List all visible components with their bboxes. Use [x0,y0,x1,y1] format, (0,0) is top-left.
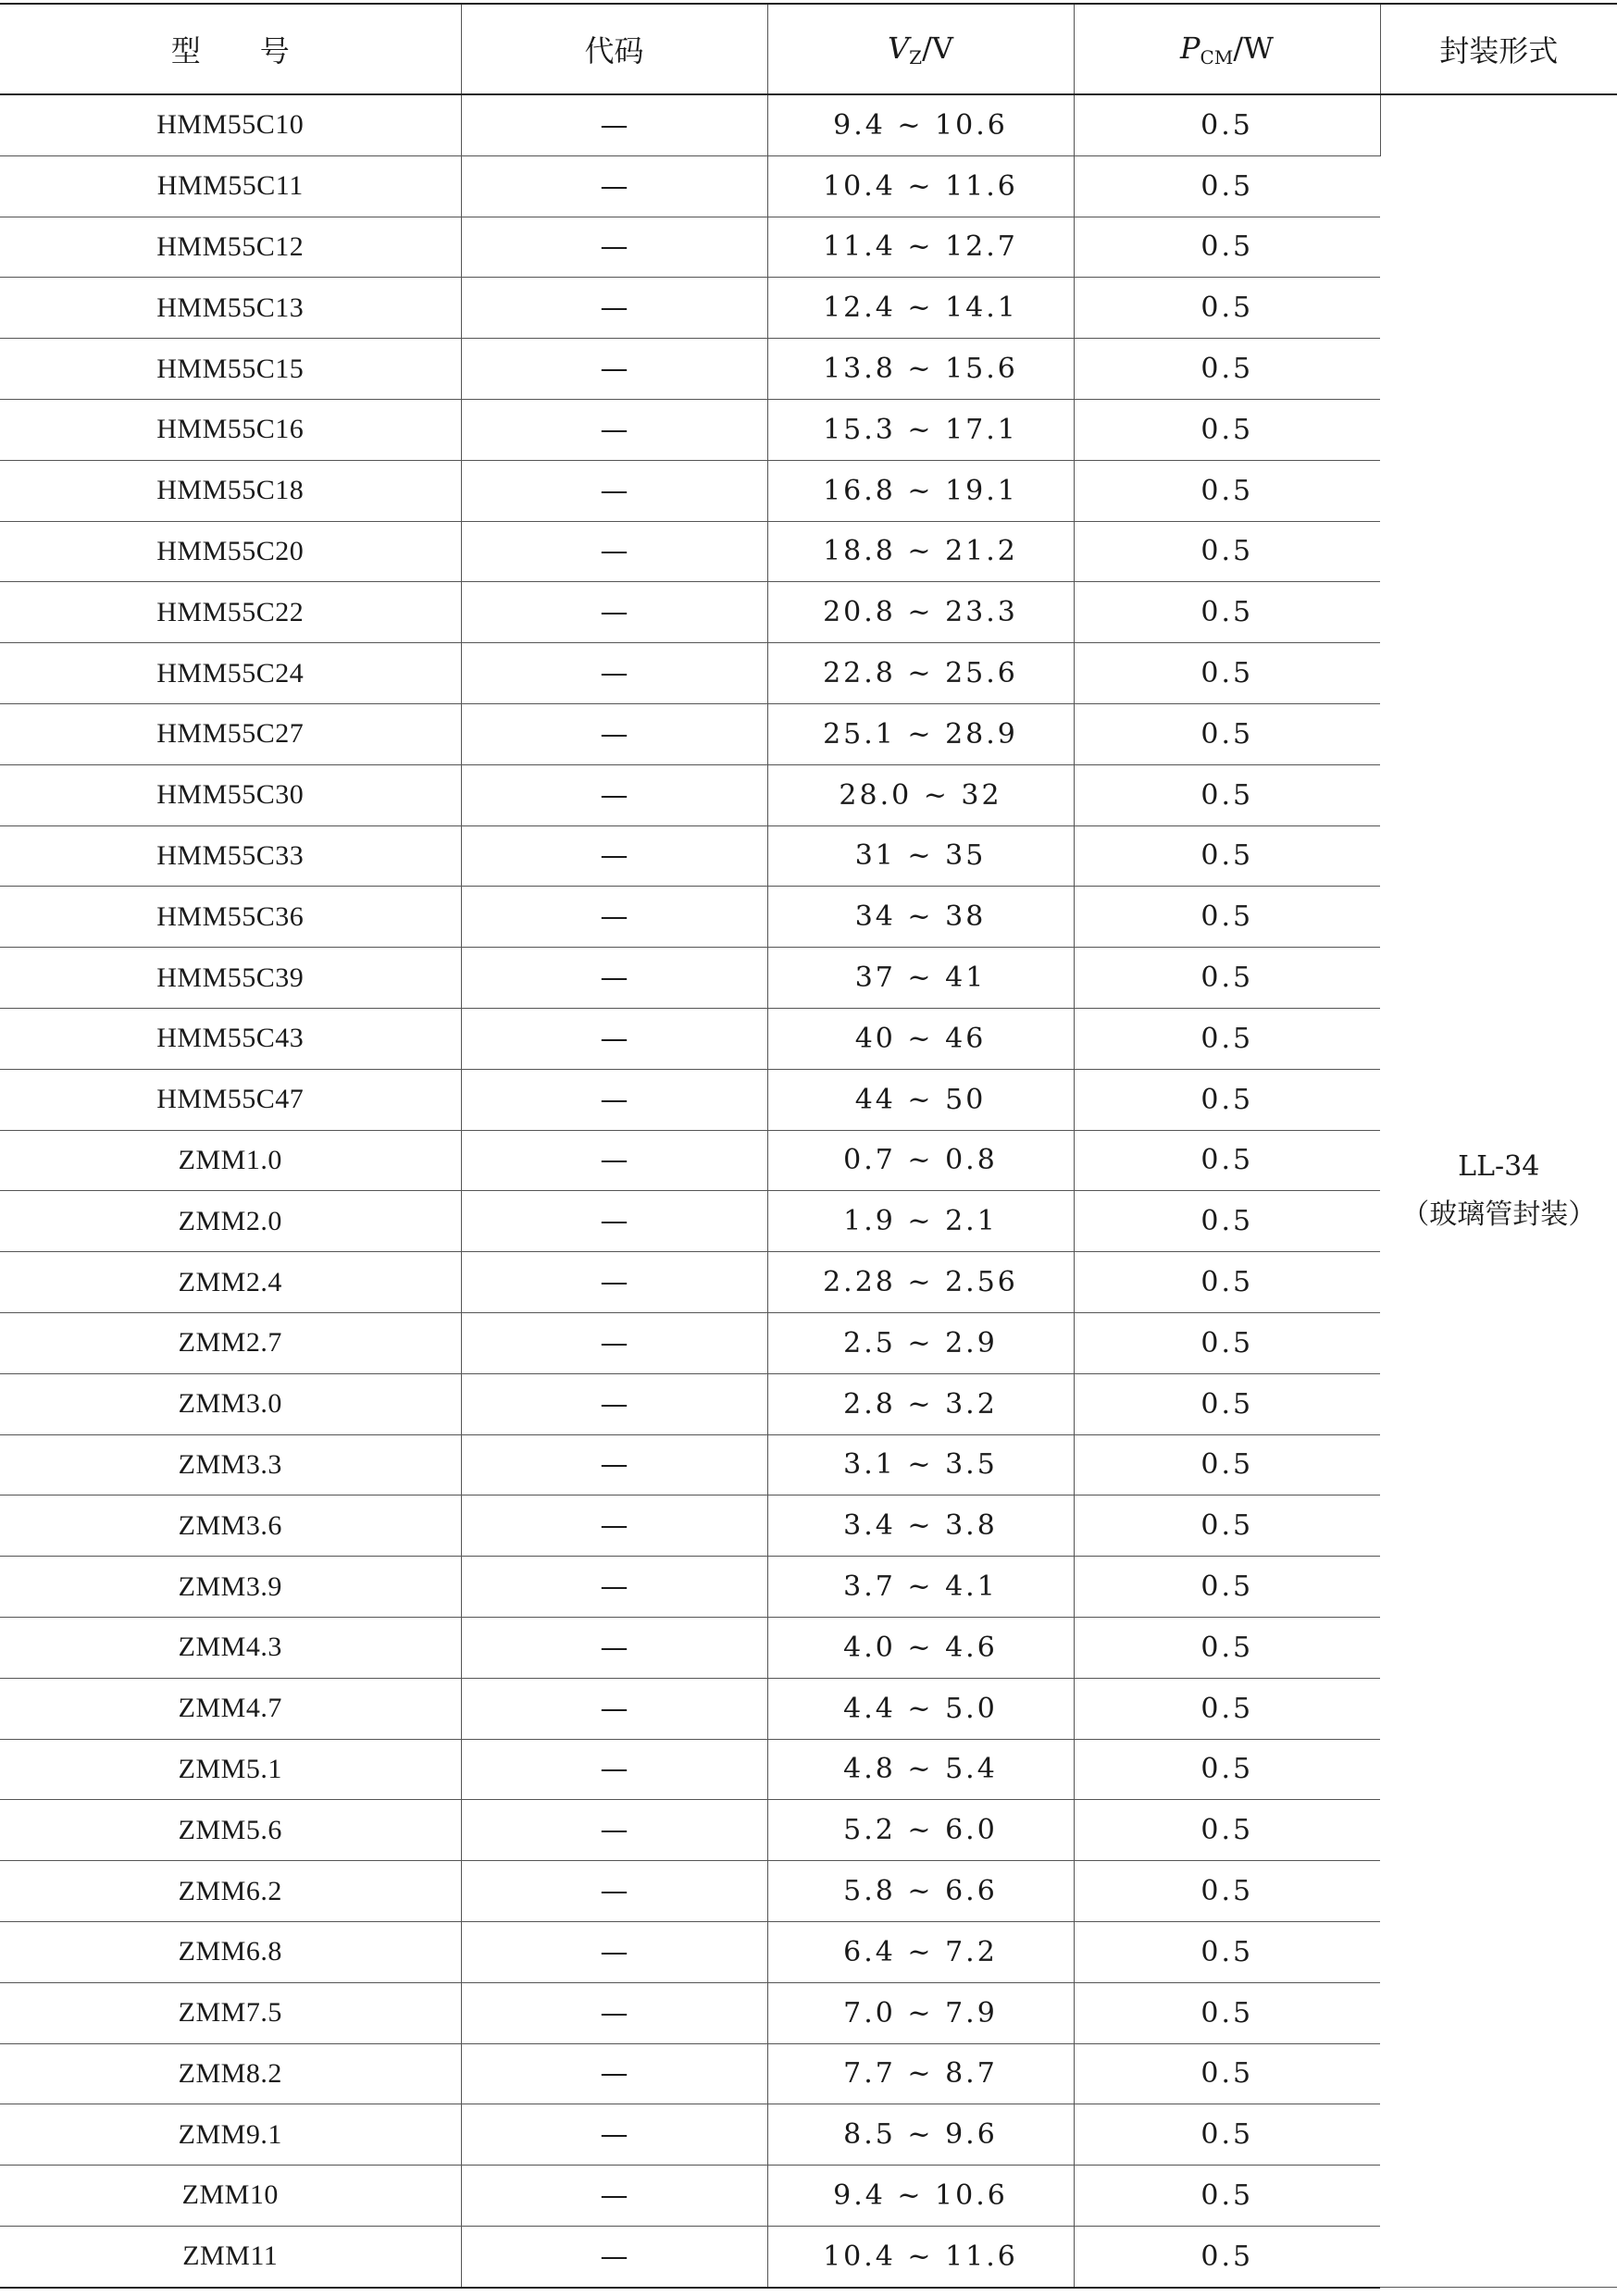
vz-range-cell: 12.4 ~ 14.1 [767,278,1074,339]
vz-range-cell: 16.8 ~ 19.1 [767,460,1074,521]
pcm-cell: 0.5 [1074,1739,1380,1800]
table-row [0,339,1617,400]
pcm-cell: 0.5 [1074,948,1380,1009]
table-row [0,1312,1617,1373]
model-cell: HMM55C27 [0,703,461,764]
pcm-cell: 0.5 [1074,399,1380,460]
vz-range-cell: 5.8 ~ 6.6 [767,1861,1074,1922]
model-cell: ZMM3.3 [0,1434,461,1496]
code-cell: — [461,1861,767,1922]
package-description: （玻璃管封装） [1401,1198,1597,1232]
header-code: 代码 [461,4,767,94]
code-cell: — [461,1739,767,1800]
table-row [0,1191,1617,1252]
vz-range-cell: 11.4 ~ 12.7 [767,217,1074,278]
code-cell: — [461,1069,767,1130]
code-cell: — [461,94,767,155]
model-cell: HMM55C16 [0,399,461,460]
pcm-cell: 0.5 [1074,582,1380,643]
pcm-cell: 0.5 [1074,703,1380,764]
vz-range-cell: 18.8 ~ 21.2 [767,521,1074,582]
vz-range-cell: 6.4 ~ 7.2 [767,1921,1074,1982]
table-row [0,2043,1617,2104]
pcm-cell: 0.5 [1074,1678,1380,1739]
vz-range-cell: 25.1 ~ 28.9 [767,703,1074,764]
model-cell: ZMM11 [0,2226,461,2287]
code-cell: — [461,1191,767,1252]
table-row [0,155,1617,217]
pcm-cell: 0.5 [1074,825,1380,887]
vz-range-cell: 4.4 ~ 5.0 [767,1678,1074,1739]
header-vz [767,4,1074,94]
vz-range-cell: 9.4 ~ 10.6 [767,2166,1074,2227]
table-row [0,1434,1617,1496]
model-cell: HMM55C22 [0,582,461,643]
code-cell: — [461,278,767,339]
table-row [0,1678,1617,1739]
code-cell: — [461,1557,767,1618]
pcm-cell: 0.5 [1074,460,1380,521]
vz-range-cell: 20.8 ~ 23.3 [767,582,1074,643]
vz-range-cell: 9.4 ~ 10.6 [767,94,1074,155]
pcm-cell: 0.5 [1074,1130,1380,1191]
code-cell: — [461,2104,767,2166]
table-row [0,1130,1617,1191]
model-cell: ZMM6.2 [0,1861,461,1922]
model-cell: HMM55C43 [0,1008,461,1069]
code-cell: — [461,1434,767,1496]
pcm-cell: 0.5 [1074,643,1380,704]
vz-range-cell: 1.9 ~ 2.1 [767,1191,1074,1252]
package-type: LL-34 [1458,1150,1540,1184]
pcm-cell: 0.5 [1074,2043,1380,2104]
table-row [0,1008,1617,1069]
model-cell: HMM55C20 [0,521,461,582]
code-cell: — [461,1617,767,1678]
model-cell: ZMM1.0 [0,1130,461,1191]
code-cell: — [461,1130,767,1191]
code-cell: — [461,1982,767,2043]
code-cell: — [461,582,767,643]
package-cell [1380,94,1617,2288]
model-cell: HMM55C30 [0,764,461,825]
model-cell: ZMM4.7 [0,1678,461,1739]
table-row [0,217,1617,278]
vz-range-cell: 15.3 ~ 17.1 [767,399,1074,460]
pcm-cell: 0.5 [1074,1312,1380,1373]
pcm-cell: 0.5 [1074,1069,1380,1130]
table-row [0,1557,1617,1618]
table-row [0,643,1617,704]
pcm-cell: 0.5 [1074,2166,1380,2227]
vz-range-cell: 5.2 ~ 6.0 [767,1800,1074,1861]
model-cell: HMM55C47 [0,1069,461,1130]
table-row [0,1739,1617,1800]
table-row [0,1373,1617,1434]
table-row [0,278,1617,339]
pcm-cell: 0.5 [1074,1496,1380,1557]
pcm-cell: 0.5 [1074,1617,1380,1678]
pcm-cell: 0.5 [1074,94,1380,155]
vz-range-cell: 2.28 ~ 2.56 [767,1252,1074,1313]
code-cell: — [461,643,767,704]
table-row [0,399,1617,460]
model-cell: HMM55C10 [0,94,461,155]
table-row [0,94,1617,155]
vz-range-cell: 31 ~ 35 [767,825,1074,887]
table-row [0,521,1617,582]
code-cell: — [461,1008,767,1069]
vz-range-cell: 3.7 ~ 4.1 [767,1557,1074,1618]
code-cell: — [461,155,767,217]
pcm-cell: 0.5 [1074,1434,1380,1496]
header-pcm-var: P [1180,30,1200,66]
model-cell: ZMM7.5 [0,1982,461,2043]
vz-range-cell: 0.7 ~ 0.8 [767,1130,1074,1191]
header-vz-var: V [888,30,910,66]
header-row [0,4,1617,94]
table-body [0,94,1617,2288]
pcm-cell: 0.5 [1074,887,1380,948]
header-pcm-sub: CM [1200,45,1234,68]
model-cell: HMM55C12 [0,217,461,278]
table-row [0,1861,1617,1922]
pcm-cell: 0.5 [1074,1861,1380,1922]
pcm-cell: 0.5 [1074,1921,1380,1982]
header-pcm-unit: /W [1233,30,1274,66]
header-pcm [1074,4,1380,94]
vz-range-cell: 3.4 ~ 3.8 [767,1496,1074,1557]
vz-range-cell: 22.8 ~ 25.6 [767,643,1074,704]
model-cell: ZMM3.9 [0,1557,461,1618]
model-cell: ZMM3.6 [0,1496,461,1557]
pcm-cell: 0.5 [1074,1008,1380,1069]
vz-range-cell: 7.0 ~ 7.9 [767,1982,1074,2043]
model-cell: HMM55C24 [0,643,461,704]
table-row [0,1252,1617,1313]
model-cell: HMM55C11 [0,155,461,217]
pcm-cell: 0.5 [1074,278,1380,339]
code-cell: — [461,1496,767,1557]
vz-range-cell: 10.4 ~ 11.6 [767,155,1074,217]
model-cell: ZMM5.6 [0,1800,461,1861]
header-vz-sub: Z [909,45,923,68]
vz-range-cell: 10.4 ~ 11.6 [767,2226,1074,2287]
zener-diode-spec-table [0,3,1617,2289]
table-row [0,887,1617,948]
vz-range-cell: 7.7 ~ 8.7 [767,2043,1074,2104]
code-cell: — [461,1252,767,1313]
model-cell: ZMM4.3 [0,1617,461,1678]
code-cell: — [461,2166,767,2227]
pcm-cell: 0.5 [1074,1191,1380,1252]
vz-range-cell: 4.0 ~ 4.6 [767,1617,1074,1678]
vz-range-cell: 2.8 ~ 3.2 [767,1373,1074,1434]
vz-range-cell: 44 ~ 50 [767,1069,1074,1130]
pcm-cell: 0.5 [1074,217,1380,278]
table-row [0,1800,1617,1861]
pcm-cell: 0.5 [1074,155,1380,217]
code-cell: — [461,764,767,825]
table-row [0,703,1617,764]
code-cell: — [461,1800,767,1861]
code-cell: — [461,217,767,278]
table-header [0,4,1617,94]
header-model: 型 号 [0,4,461,94]
model-cell: HMM55C13 [0,278,461,339]
pcm-cell: 0.5 [1074,1373,1380,1434]
code-cell: — [461,1312,767,1373]
header-vz-unit: /V [922,30,953,66]
code-cell: — [461,1921,767,1982]
code-cell: — [461,2226,767,2287]
code-cell: — [461,521,767,582]
code-cell: — [461,339,767,400]
code-cell: — [461,460,767,521]
model-cell: ZMM5.1 [0,1739,461,1800]
model-cell: ZMM2.7 [0,1312,461,1373]
pcm-cell: 0.5 [1074,2226,1380,2287]
model-cell: HMM55C36 [0,887,461,948]
table-row [0,2226,1617,2287]
code-cell: — [461,825,767,887]
table-row [0,2104,1617,2166]
table-row [0,1617,1617,1678]
model-cell: ZMM9.1 [0,2104,461,2166]
pcm-cell: 0.5 [1074,1982,1380,2043]
code-cell: — [461,703,767,764]
model-cell: ZMM2.0 [0,1191,461,1252]
table-row [0,825,1617,887]
table-row [0,2166,1617,2227]
code-cell: — [461,1678,767,1739]
pcm-cell: 0.5 [1074,521,1380,582]
model-cell: HMM55C15 [0,339,461,400]
vz-range-cell: 34 ~ 38 [767,887,1074,948]
code-cell: — [461,948,767,1009]
vz-range-cell: 37 ~ 41 [767,948,1074,1009]
code-cell: — [461,887,767,948]
table-row [0,948,1617,1009]
model-cell: ZMM10 [0,2166,461,2227]
model-cell: HMM55C39 [0,948,461,1009]
pcm-cell: 0.5 [1074,1252,1380,1313]
model-cell: ZMM3.0 [0,1373,461,1434]
table-row [0,582,1617,643]
model-cell: ZMM6.8 [0,1921,461,1982]
table-row [0,1069,1617,1130]
pcm-cell: 0.5 [1074,1800,1380,1861]
vz-range-cell: 28.0 ~ 32 [767,764,1074,825]
model-cell: HMM55C18 [0,460,461,521]
code-cell: — [461,1373,767,1434]
model-cell: ZMM8.2 [0,2043,461,2104]
header-package: 封装形式 [1380,4,1617,94]
vz-range-cell: 8.5 ~ 9.6 [767,2104,1074,2166]
table-row [0,1982,1617,2043]
model-cell: ZMM2.4 [0,1252,461,1313]
code-cell: — [461,2043,767,2104]
table-row [0,1921,1617,1982]
vz-range-cell: 4.8 ~ 5.4 [767,1739,1074,1800]
pcm-cell: 0.5 [1074,339,1380,400]
table-row [0,460,1617,521]
vz-range-cell: 40 ~ 46 [767,1008,1074,1069]
pcm-cell: 0.5 [1074,1557,1380,1618]
pcm-cell: 0.5 [1074,764,1380,825]
vz-range-cell: 3.1 ~ 3.5 [767,1434,1074,1496]
code-cell: — [461,399,767,460]
vz-range-cell: 13.8 ~ 15.6 [767,339,1074,400]
table-row [0,1496,1617,1557]
vz-range-cell: 2.5 ~ 2.9 [767,1312,1074,1373]
pcm-cell: 0.5 [1074,2104,1380,2166]
model-cell: HMM55C33 [0,825,461,887]
table-row [0,764,1617,825]
